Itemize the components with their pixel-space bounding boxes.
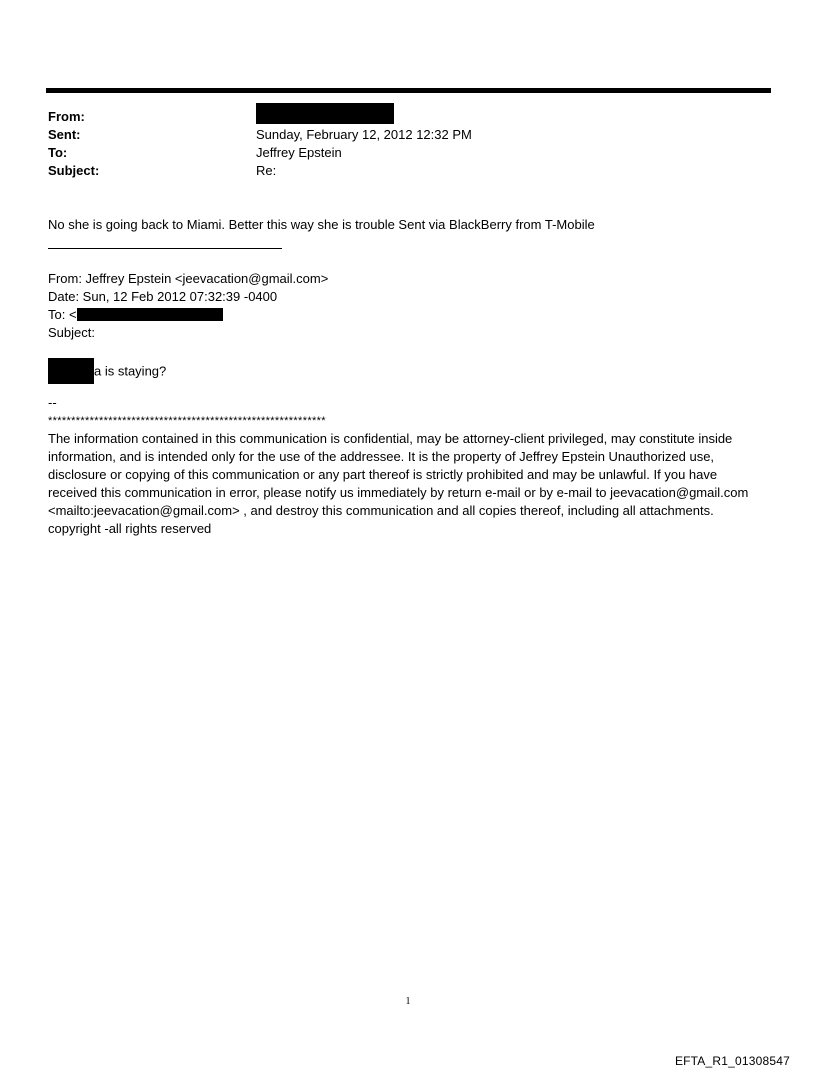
to-value: Jeffrey Epstein (256, 145, 342, 160)
confidentiality-disclaimer: The information contained in this communication is confidential, may be attorney-client privileged, may constitute inside information, and is intended only for the use of the addressee. It is the property of Jeffrey Epstein Unauthorized use, disclosure or copying of this communication or any part thereof is strictly prohibited and may be unlawful. If you have received this communication in error, please notify us immediately by return e-mail or by e-mail to jeevacation@gmail.com <mailto:jeevacation@gmail.com> , and destroy this communication and all copies thereof, including all attachments. copyright -all rights reserved (48, 431, 749, 536)
forwarded-message-text: a is staying? (94, 363, 167, 379)
forwarded-from: From: Jeffrey Epstein <jeevacation@gmail.com> (48, 271, 329, 286)
document-id: EFTA_R1_01308547 (674, 1054, 790, 1068)
redaction-block (256, 103, 394, 124)
signature-dashes: -- (48, 395, 57, 410)
forwarded-to-prefix: To: < (48, 307, 77, 322)
forwarded-to (48, 306, 768, 324)
subject-row (48, 162, 748, 180)
sent-value: Sunday, February 12, 2012 12:32 PM (256, 127, 472, 142)
forwarded-message (48, 360, 166, 384)
subject-value: Re: (256, 163, 277, 178)
signature-stars: ************************************************************ (48, 415, 326, 427)
email-header (48, 108, 748, 180)
redaction-block (77, 308, 223, 321)
message-body: No she is going back to Miami. Better this way she is trouble Sent via BlackBerry from T-Mobile (48, 217, 595, 232)
forwarded-subject: Subject: (48, 325, 95, 340)
page-number: 1 (405, 996, 411, 1007)
subject-label: Subject: (48, 163, 100, 178)
reply-separator (48, 248, 282, 249)
header-rule (46, 88, 771, 93)
forwarded-date: Date: Sun, 12 Feb 2012 07:32:39 -0400 (48, 289, 278, 304)
signature-block (48, 394, 768, 538)
redaction-block (48, 358, 94, 384)
from-value (256, 108, 394, 126)
to-row (48, 144, 748, 162)
from-label: From: (48, 109, 85, 124)
sent-row (48, 126, 748, 144)
sent-label: Sent: (48, 127, 81, 142)
forwarded-header (48, 270, 768, 342)
to-label: To: (48, 145, 68, 160)
from-row (48, 108, 748, 126)
